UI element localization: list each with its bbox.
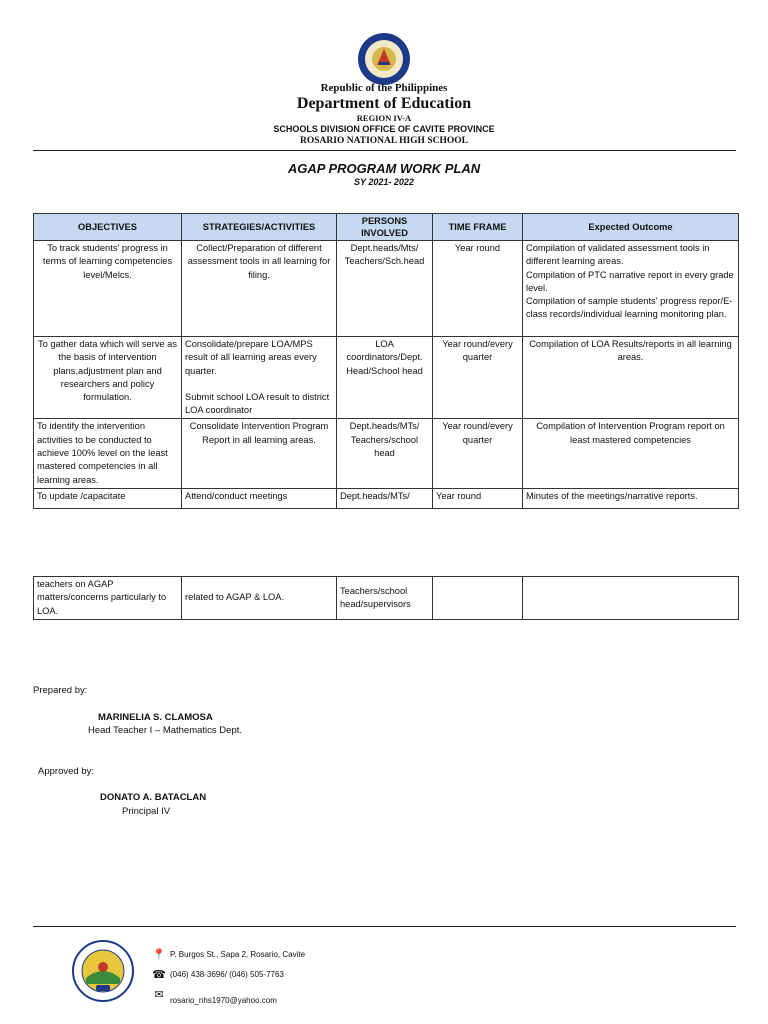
strategy-cell: related to AGAP & LOA. [182, 577, 337, 620]
objective-cell: To update /capacitate [34, 488, 182, 508]
persons-cell: Dept.heads/MTs/ [337, 488, 433, 508]
outcome-cell: Compilation of LOA Results/reports in all learning areas. [523, 337, 739, 419]
telephone-icon: ☎ [152, 969, 166, 981]
school-logo [72, 940, 134, 1002]
email-contact [152, 988, 277, 1005]
strategy-line: Submit school LOA result to district LOA coordinator [185, 391, 330, 416]
deped-seal-logo [357, 32, 411, 86]
republic-line: Republic of the Philippines [320, 82, 448, 94]
table-header-row [34, 214, 739, 241]
persons-cell: Dept.heads/Mts/ Teachers/Sch.head [337, 241, 433, 337]
outcome-cell: Minutes of the meetings/narrative reports. [523, 488, 739, 508]
table-row [34, 577, 739, 620]
footer-divider [33, 926, 736, 927]
table-row [34, 488, 739, 508]
outcome-line: Compilation of validated assessment tools in different learning areas. [526, 243, 710, 267]
outcome-line: Compilation of PTC narrative report in every grade level. [526, 269, 734, 293]
email-text[interactable]: rosario_nhs1970@yahoo.com [170, 996, 277, 1005]
column-header: Expected Outcome [523, 214, 739, 241]
strategy-cell [182, 337, 337, 419]
objective-cell: To gather data which will serve as the basis of intervention plans,adjustment plan and researchers and policy formulation. [34, 337, 182, 419]
preparer-position: Head Teacher I – Mathematics Dept. [88, 725, 243, 736]
phone-contact [152, 968, 284, 981]
address-text: P. Burgos St., Sapa 2, Rosario, Cavite [170, 950, 306, 959]
region-line: REGION IV-A [356, 113, 412, 123]
header-divider [33, 150, 736, 151]
approved-by-label: Approved by: [38, 766, 94, 777]
persons-cell: Dept.heads/MTs/ Teachers/school head [337, 419, 433, 488]
division-line: SCHOOLS DIVISION OFFICE OF CAVITE PROVINCE [273, 124, 495, 134]
outcome-cell [523, 241, 739, 337]
column-header: STRATEGIES/ACTIVITIES [182, 214, 337, 241]
column-header: TIME FRAME [433, 214, 523, 241]
strategy-cell: Attend/conduct meetings [182, 488, 337, 508]
prepared-by-label: Prepared by: [33, 685, 88, 696]
strategy-cell: Collect/Preparation of different assessment tools in all learning for filing. [182, 241, 337, 337]
school-name: ROSARIO NATIONAL HIGH SCHOOL [300, 136, 468, 146]
address-contact [152, 948, 305, 961]
outcome-cell: Compilation of Intervention Program report on least mastered competencies [523, 419, 739, 488]
objective-cell: To identify the intervention activities to be conducted to achieve 100% level on the least mastered competencies in all learning areas. [34, 419, 182, 488]
time-frame-cell: Year round [433, 488, 523, 508]
persons-cell: Teachers/school head/supervisors [337, 577, 433, 620]
outcome-cell [523, 577, 739, 620]
column-header: PERSONS INVOLVED [337, 214, 433, 241]
time-frame-cell: Year round [433, 241, 523, 337]
approver-position: Principal IV [122, 806, 171, 817]
preparer-name: MARINELIA S. CLAMOSA [98, 712, 213, 723]
department-name: Department of Education [296, 95, 472, 112]
time-frame-cell [433, 577, 523, 620]
approver-name: DONATO A. BATACLAN [100, 792, 207, 803]
table-row [34, 241, 739, 337]
work-plan-table-continuation [33, 576, 739, 620]
location-pin-icon: 📍 [152, 949, 166, 961]
persons-cell: LOA coordinators/Dept. Head/School head [337, 337, 433, 419]
objective-cell: teachers on AGAP matters/concerns particularly to LOA. [34, 577, 182, 620]
strategy-cell: Consolidate Intervention Program Report in all learning areas. [182, 419, 337, 488]
envelope-icon: ✉ [154, 989, 164, 1001]
phone-text: (046) 438-3696/ (046) 505-7763 [170, 970, 284, 979]
school-year: SY 2021- 2022 [354, 177, 414, 187]
table-row [34, 419, 739, 488]
plan-title: AGAP PROGRAM WORK PLAN [287, 161, 481, 176]
strategy-line: Consolidate/prepare LOA/MPS result of all learning areas every quarter. [185, 339, 317, 376]
table-row [34, 337, 739, 419]
work-plan-table [33, 213, 739, 509]
time-frame-cell: Year round/every quarter [433, 337, 523, 419]
column-header: OBJECTIVES [34, 214, 182, 241]
outcome-line: Compilation of sample students' progress repor/E-class records/individual learning monitoring plan. [526, 296, 733, 320]
objective-cell: To track students' progress in terms of learning competencies level/Melcs. [34, 241, 182, 337]
time-frame-cell: Year round/every quarter [433, 419, 523, 488]
